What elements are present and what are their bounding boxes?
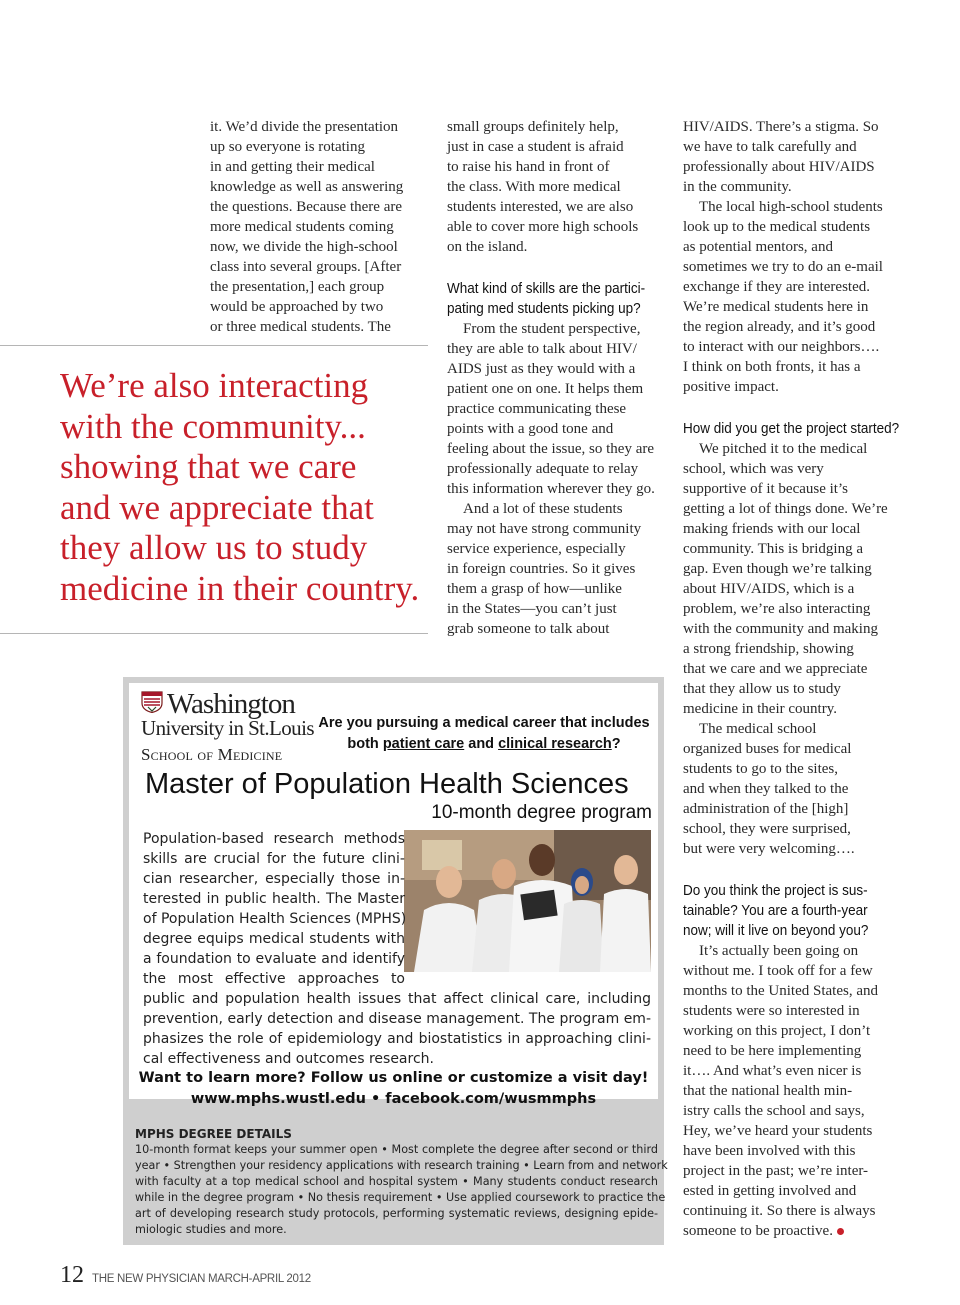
- text-line: grab someone to talk about: [447, 621, 610, 637]
- text-line: in the community.: [683, 179, 792, 195]
- text-line: without me. I took off for a few: [683, 963, 873, 979]
- text-line: problem, we’re also interacting: [683, 601, 871, 617]
- ad-website-links[interactable]: www.mphs.wustl.edu • facebook.com/wusmmphs: [190, 1091, 597, 1107]
- text-line: this information wherever they go.: [447, 481, 655, 497]
- text-line: class into several groups. [After: [210, 259, 402, 275]
- text-line: professionally adequate to relay: [447, 461, 639, 477]
- text-line: What kind of skills are the partici-: [447, 280, 646, 297]
- ad-body-line: skills are crucial for the future clini-: [143, 851, 405, 867]
- text-fragment: and: [464, 736, 499, 752]
- ad-call-to-action: [123, 1068, 664, 1110]
- interview-question: [683, 419, 900, 439]
- text-line: with the community and making: [683, 621, 878, 637]
- text-line: knowledge as well as answering: [210, 179, 404, 195]
- text-line: in and getting their medical: [210, 159, 375, 175]
- pull-quote-line: showing that we care: [60, 447, 357, 487]
- ad-panel: [129, 683, 658, 1099]
- text-line: but were very welcoming….: [683, 841, 855, 857]
- pull-quote-line: We’re also interacting: [60, 366, 369, 405]
- paragraph: [683, 719, 905, 859]
- text-line: AIDS just as they would with a: [447, 361, 636, 377]
- text-line: and when they talked to the: [683, 781, 849, 797]
- text-line: now, we divide the high-school: [210, 239, 398, 255]
- text-line: a strong friendship, showing: [683, 641, 854, 657]
- pull-quote-line: medicine in their country.: [60, 568, 420, 608]
- text-line: positive impact.: [683, 379, 779, 395]
- text-line: able to cover more high schools: [447, 219, 639, 235]
- text-line: as potential mentors, and: [683, 239, 833, 255]
- text-line: The medical school: [699, 721, 817, 737]
- text-line: they are able to talk about HIV/: [447, 341, 637, 357]
- ad-body-line: cian researcher, especially those in-: [143, 871, 405, 887]
- text-line: And a lot of these students: [463, 501, 623, 517]
- page-footer: [60, 1262, 311, 1289]
- text-line: professionally about HIV/AIDS: [683, 159, 875, 175]
- text-line: someone to be proactive.: [683, 1223, 833, 1239]
- text-fragment: ?: [611, 736, 621, 752]
- ad-details-line: art of developing research study protocols, performing systematic reviews, designing epide-: [135, 1207, 658, 1220]
- ad-details-line: while in the degree program • No thesis requirement • Use applied coursework to practice the: [135, 1191, 666, 1204]
- text-line: making friends with our local: [683, 521, 861, 537]
- text-line: the questions. Because there are: [210, 199, 403, 215]
- paragraph: [683, 941, 905, 1241]
- divider: [0, 345, 428, 346]
- text-line: pating med students picking up?: [447, 300, 641, 317]
- text-fragment: both: [347, 736, 383, 752]
- text-line: Hey, we’ve heard your students: [683, 1123, 873, 1139]
- text-line: that they allow us to study: [683, 681, 841, 697]
- text-line: the presentation,] each group: [210, 279, 385, 295]
- text-line: it. We’d divide the presentation: [210, 119, 399, 135]
- article-column-1: [210, 117, 428, 337]
- text-line: now; will it live on beyond you?: [683, 922, 869, 939]
- paragraph: [447, 117, 667, 257]
- text-line: the region already, and it’s good: [683, 319, 876, 335]
- text-line: up so everyone is rotating: [210, 139, 365, 155]
- text-line: service experience, especially: [447, 541, 626, 557]
- text-line: the class. With more medical: [447, 179, 621, 195]
- text-line: just in case a student is afraid: [447, 139, 624, 155]
- paragraph: [683, 439, 905, 719]
- ad-cta-text: Want to learn more? Follow us online or customize a visit day!: [138, 1070, 649, 1086]
- text-line: feeling about the issue, so they are: [447, 441, 655, 457]
- text-line: points with a good tone and: [447, 421, 614, 437]
- text-line: it…. And what’s even nicer is: [683, 1063, 862, 1079]
- ad-details-heading: MPHS DEGREE DETAILS: [135, 1127, 292, 1141]
- paragraph: [210, 117, 428, 337]
- ad-details-line: miologic studies and more.: [135, 1223, 287, 1236]
- pull-quote-line: they allow us to study: [60, 528, 368, 568]
- text-line: months to the United States, and: [683, 983, 878, 999]
- text-line: that we care and we appreciate: [683, 661, 868, 677]
- logo-university-location: University in St.Louis: [141, 716, 314, 740]
- text-line: small groups definitely help,: [447, 119, 619, 135]
- advertisement: [123, 677, 668, 1245]
- text-line: Do you think the project is sus-: [683, 882, 868, 899]
- paragraph: [447, 499, 667, 639]
- text-line: sometimes we try to do an e-mail: [683, 259, 883, 275]
- text-line: have been involved with this: [683, 1143, 856, 1159]
- text-line: istry calls the school and says,: [683, 1103, 865, 1119]
- shield-icon: [141, 691, 163, 713]
- ad-details-line: with faculty at a top medical school and hospital system • Many students conduct research: [135, 1175, 658, 1188]
- text-line: we have to talk carefully and: [683, 139, 857, 155]
- text-line: in the States—you can’t just: [447, 601, 617, 617]
- ad-subtitle: 10-month degree program: [431, 802, 652, 823]
- text-line: students to go to the sites,: [683, 761, 838, 777]
- text-line: HIV/AIDS. There’s a stigma. So: [683, 119, 879, 135]
- pull-quote: [60, 366, 440, 610]
- text-line: medicine in their country.: [683, 701, 837, 717]
- text-line: We pitched it to the medical: [699, 441, 868, 457]
- text-line: them a grasp of how—unlike: [447, 581, 622, 597]
- text-line: that the national health min-: [683, 1083, 853, 1099]
- paragraph: [683, 117, 905, 197]
- divider: [0, 633, 428, 634]
- article-column-2: [447, 117, 667, 639]
- ad-details-line: year • Strengthen your residency applications with research training • Learn from and network: [135, 1159, 668, 1172]
- text-line: gap. Even though we’re talking: [683, 561, 872, 577]
- text-line: patient one on one. It helps them: [447, 381, 644, 397]
- ad-body-line: the most effective approaches to: [143, 971, 405, 987]
- text-line: look up to the medical students: [683, 219, 871, 235]
- text-line: It’s actually been going on: [699, 943, 859, 959]
- text-line: or three medical students. The: [210, 319, 391, 335]
- ad-degree-details: [135, 1126, 668, 1238]
- text-line: supportive of it because it’s: [683, 481, 848, 497]
- ad-body-line: cal effectiveness and outcomes research.: [143, 1051, 434, 1067]
- text-line: about HIV/AIDS, which is a: [683, 581, 855, 597]
- ad-body-text: [143, 829, 653, 1069]
- text-line: The local high-school students: [699, 199, 883, 215]
- text-line: I think on both fronts, it has a: [683, 359, 861, 375]
- ad-body-line: degree equips medical students with: [143, 931, 405, 947]
- ad-details-line: 10-month format keeps your summer open • Most complete the degree after second or third: [135, 1143, 658, 1156]
- text-line: to interact with our neighbors….: [683, 339, 880, 355]
- end-of-article-mark-icon: [837, 1228, 844, 1235]
- ad-question-line1: Are you pursuing a medical career that includes: [318, 715, 650, 731]
- pull-quote-line: with the community...: [60, 406, 366, 446]
- text-line: exchange if they are interested.: [683, 279, 870, 295]
- text-line: project in the past; we’re inter-: [683, 1163, 869, 1179]
- interview-question: [683, 881, 883, 941]
- ad-question: [299, 713, 669, 755]
- text-line: administration of the [high]: [683, 801, 849, 817]
- text-line: tainable? You are a fourth-year: [683, 902, 868, 919]
- text-line: working on this project, I don’t: [683, 1023, 871, 1039]
- interview-question: [447, 279, 645, 319]
- text-line: may not have strong community: [447, 521, 642, 537]
- ad-body-line: terested in public health. The Master: [143, 891, 405, 907]
- text-line: in foreign countries. So it gives: [447, 561, 636, 577]
- text-line: organized buses for medical: [683, 741, 852, 757]
- logo-university-name: Washington: [167, 688, 295, 720]
- pull-quote-line: and we appreciate that: [60, 487, 374, 527]
- text-line: continuing it. So there is always: [683, 1203, 876, 1219]
- publication-info: THE NEW PHYSICIAN MARCH-APRIL 2012: [92, 1273, 311, 1285]
- text-line: students interested, we are also: [447, 199, 634, 215]
- text-line: need to be here implementing: [683, 1043, 862, 1059]
- text-line: From the student perspective,: [463, 321, 641, 337]
- text-line: on the island.: [447, 239, 528, 255]
- text-line: community. This is bridging a: [683, 541, 863, 557]
- ad-body-line: prevention, early detection and disease management. The program em-: [143, 1011, 651, 1027]
- text-line: getting a lot of things done. We’re: [683, 501, 888, 517]
- patient-care-link[interactable]: patient care: [382, 736, 465, 752]
- text-line: ested in getting involved and: [683, 1183, 857, 1199]
- text-line: practice communicating these: [447, 401, 627, 417]
- ad-question-line2: [299, 734, 669, 755]
- text-line: students were so interested in: [683, 1003, 860, 1019]
- logo-school-name: School of Medicine: [141, 745, 283, 764]
- ad-body-line: public and population health issues that affect clinical care, including: [143, 991, 651, 1007]
- text-line: How did you get the project started?: [683, 420, 900, 437]
- ad-body-line: a foundation to evaluate and identify: [143, 951, 405, 967]
- clinical-research-link[interactable]: clinical research: [498, 736, 612, 752]
- text-line: would be approached by two: [210, 299, 384, 315]
- text-line: school, they were surprised,: [683, 821, 851, 837]
- text-line: We’re medical students here in: [683, 299, 869, 315]
- ad-title: Master of Population Health Sciences: [145, 768, 629, 800]
- text-line: more medical students coming: [210, 219, 394, 235]
- ad-body-line: Population-based research methods: [143, 831, 405, 847]
- text-line: school, which was very: [683, 461, 824, 477]
- paragraph: [683, 197, 905, 397]
- ad-body-line: of Population Health Sciences (MPHS): [143, 911, 407, 927]
- article-column-3: [683, 117, 905, 1241]
- ad-body-line: phasizes the role of epidemiology and biostatistics in approaching clini-: [143, 1031, 651, 1047]
- paragraph: [447, 319, 667, 499]
- text-line: to raise his hand in front of: [447, 159, 610, 175]
- page-number: 12: [60, 1262, 84, 1288]
